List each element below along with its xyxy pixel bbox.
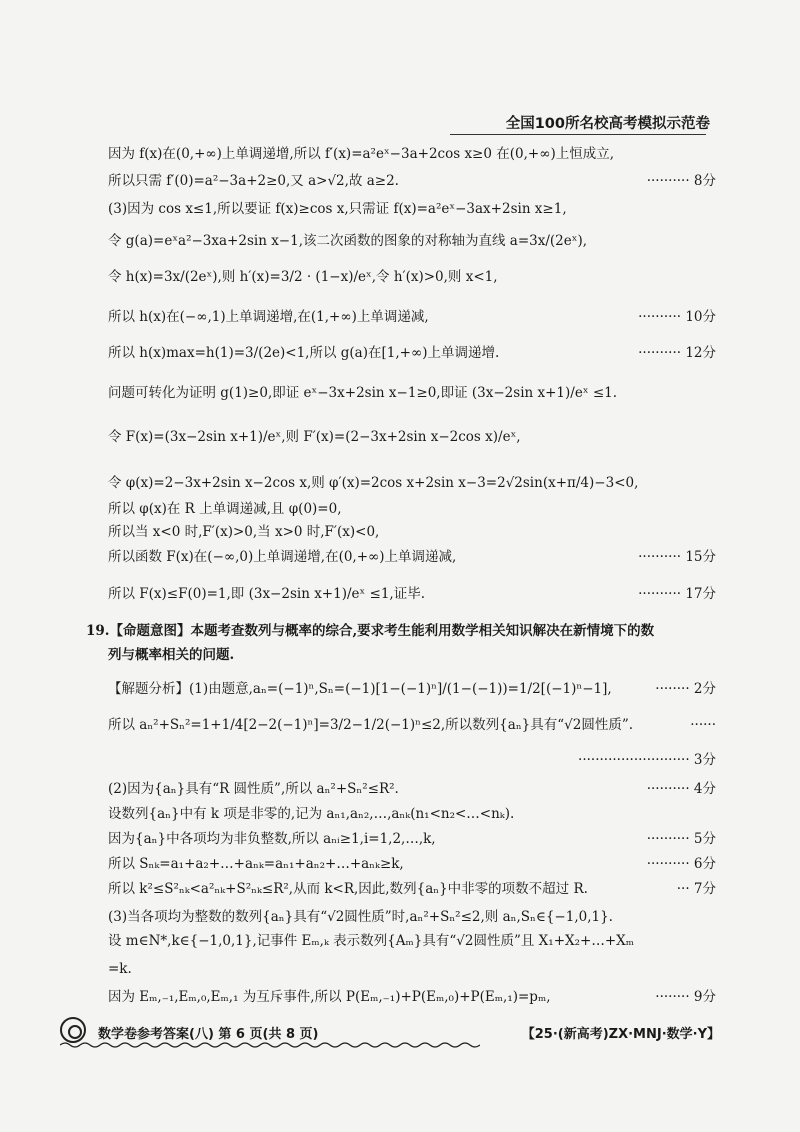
score-mark: ·········· 6分 <box>643 855 716 873</box>
solution-line-text: 令 g(a)=eˣa²−3xa+2sin x−1,该二次函数的图象的对称轴为直线 a=3x/(2eˣ), <box>108 233 588 249</box>
q19-solution-line <box>108 960 716 978</box>
q19-solution-line-text: 设数列{aₙ}中有 k 项是非零的,记为 aₙ₁,aₙ₂,…,aₙₖ(n₁<n₂<…<nₖ). <box>108 806 515 822</box>
solution-line-text: 所以 h(x)在(−∞,1)上单调递增,在(1,+∞)上单调递减, <box>108 309 429 325</box>
solution-line-text: 所以 φ(x)在 R 上单调递减,且 φ(0)=0, <box>108 501 342 517</box>
solution-line <box>108 585 716 603</box>
q19-solution-line <box>108 805 716 823</box>
score-mark: ········ 9分 <box>651 988 716 1006</box>
solution-line <box>108 145 716 163</box>
q19-solution-line <box>108 680 716 698</box>
solution-line <box>108 474 716 492</box>
q19-solution-line <box>108 780 716 798</box>
q19-solution-line-text: 【解题分析】(1)由题意,aₙ=(−1)ⁿ,Sₙ=(−1)[1−(−1)ⁿ]/(1−(−1))=1/2[(−1)ⁿ−1], <box>108 681 612 697</box>
footer-wave-rule <box>60 1041 480 1049</box>
score-mark: ··· 7分 <box>673 880 716 898</box>
score-mark: ·········· 17分 <box>634 585 716 603</box>
q19-solution-line <box>108 855 716 873</box>
solution-line-text: (3)因为 cos x≤1,所以要证 f(x)≥cos x,只需证 f(x)=a²eˣ−3ax+2sin x≥1, <box>108 201 567 217</box>
q19-solution-line-text: 设 m∈N*,k∈{−1,0,1},记事件 Eₘ,ₖ 表示数列{Aₘ}具有“√2圆性质”且 X₁+X₂+…+Xₘ <box>108 933 635 949</box>
score-mark: ·········· 5分 <box>643 830 716 848</box>
solution-line <box>108 232 716 250</box>
solution-line-text: 令 φ(x)=2−3x+2sin x−2cos x,则 φ′(x)=2cos x+2sin x−3=2√2sin(x+π/4)−3<0, <box>108 475 639 491</box>
solution-line-text: 问题可转化为证明 g(1)≥0,即证 eˣ−3x+2sin x−1≥0,即证 (3x−2sin x+1)/eˣ ≤1. <box>108 385 618 401</box>
q19-intent-cont: 列与概率相关的问题. <box>108 647 235 663</box>
solution-line <box>108 172 716 190</box>
q19-solution-line <box>108 716 716 734</box>
solution-line-text: 令 F(x)=(3x−2sin x+1)/eˣ,则 F′(x)=(2−3x+2sin x−2cos x)/eˣ, <box>108 429 521 445</box>
score-mark: ·········· 4分 <box>643 780 716 798</box>
q19-solution-line-text: =k. <box>108 961 132 977</box>
q19-solution-line-text: (3)当各项均为整数的数列{aₙ}具有“√2圆性质”时,aₙ²+Sₙ²≤2,则 aₙ,Sₙ∈{−1,0,1}. <box>108 909 613 925</box>
solution-line-text: 因为 f(x)在(0,+∞)上单调递增,所以 f′(x)=a²eˣ−3a+2cos x≥0 在(0,+∞)上恒成立, <box>108 146 615 162</box>
score-mark: ·········· 12分 <box>634 344 716 362</box>
score-mark: ·········· 10分 <box>634 308 716 326</box>
solution-line <box>108 428 716 446</box>
page-footer <box>60 1015 720 1051</box>
solution-line-text: 所以 h(x)max=h(1)=3/(2e)<1,所以 g(a)在[1,+∞)上单调递增. <box>108 345 500 361</box>
solution-line <box>108 200 716 218</box>
q19-solution-line <box>108 988 716 1006</box>
q19-solution-line <box>108 908 716 926</box>
solution-line <box>108 500 716 518</box>
solution-line <box>108 308 716 326</box>
solution-line <box>108 344 716 362</box>
score-mark: ·········· 15分 <box>634 548 716 566</box>
solution-line-text: 令 h(x)=3x/(2eˣ),则 h′(x)=3/2 · (1−x)/eˣ,令 h′(x)>0,则 x<1, <box>108 269 498 285</box>
solution-line-text: 所以 F(x)≤F(0)=1,即 (3x−2sin x+1)/eˣ ≤1,证毕. <box>108 586 426 602</box>
q19-solution-line-text: 所以 Sₙₖ=a₁+a₂+…+aₙₖ=aₙ₁+aₙ₂+…+aₙₖ≥k, <box>108 856 404 872</box>
score-mark: ·········· 8分 <box>643 172 716 190</box>
solution-line <box>108 384 716 402</box>
q19-solution-line-text: 所以 k²≤S²ₙₖ<a²ₙₖ+S²ₙₖ≤R²,从而 k<R,因此,数列{aₙ}中非零的项数不超过 R. <box>108 881 588 897</box>
page-header-title: 全国100所名校高考模拟示范卷 <box>505 116 710 132</box>
footer-right-code: 【25·(新高考)ZX·MNJ·数学·Y】 <box>521 1027 720 1042</box>
solution-line-text: 所以函数 F(x)在(−∞,0)上单调递增,在(0,+∞)上单调递减, <box>108 549 457 565</box>
solution-line <box>108 523 716 541</box>
publisher-logo-icon <box>60 1017 86 1043</box>
solution-line-text: 所以只需 f′(0)=a²−3a+2≥0,又 a>√2,故 a≥2. <box>108 173 399 189</box>
q19-solution-line-text: 所以 aₙ²+Sₙ²=1+1/4[2−2(−1)ⁿ]=3/2−1/2(−1)ⁿ≤2,所以数列{aₙ}具有“√2圆性质”. <box>108 717 634 733</box>
solution-line <box>108 268 716 286</box>
q19-solution-line-text: 因为{aₙ}中各项均为非负整数,所以 aₙᵢ≥1,i=1,2,…,k, <box>108 831 436 847</box>
q19-solution-line-text: (2)因为{aₙ}具有“R 圆性质”,所以 aₙ²+Sₙ²≤R². <box>108 781 399 797</box>
solution-line-text: 所以当 x<0 时,F′(x)>0,当 x>0 时,F′(x)<0, <box>108 524 380 540</box>
score-mark: ·························· 3分 <box>574 751 716 769</box>
q19-solution-line-text: 因为 Eₘ,₋₁,Eₘ,₀,Eₘ,₁ 为互斥事件,所以 P(Eₘ,₋₁)+P(Eₘ,₀)+P(Eₘ,₁)=pₘ, <box>108 989 551 1005</box>
q19-intent: 19.【命题意图】本题考查数列与概率的综合,要求考生能利用数学相关知识解决在新情境下的数 <box>86 623 655 639</box>
score-mark: ········ 2分 <box>651 680 716 698</box>
score-mark: ······ <box>686 716 716 734</box>
q19-solution-line <box>108 751 716 769</box>
q19-solution-line <box>108 830 716 848</box>
q19-solution-line <box>108 880 716 898</box>
solution-line <box>108 548 716 566</box>
q19-solution-line <box>108 932 716 950</box>
footer-left-text: 数学卷参考答案(八) 第 6 页(共 8 页) <box>98 1027 319 1042</box>
header-rule <box>450 134 706 135</box>
